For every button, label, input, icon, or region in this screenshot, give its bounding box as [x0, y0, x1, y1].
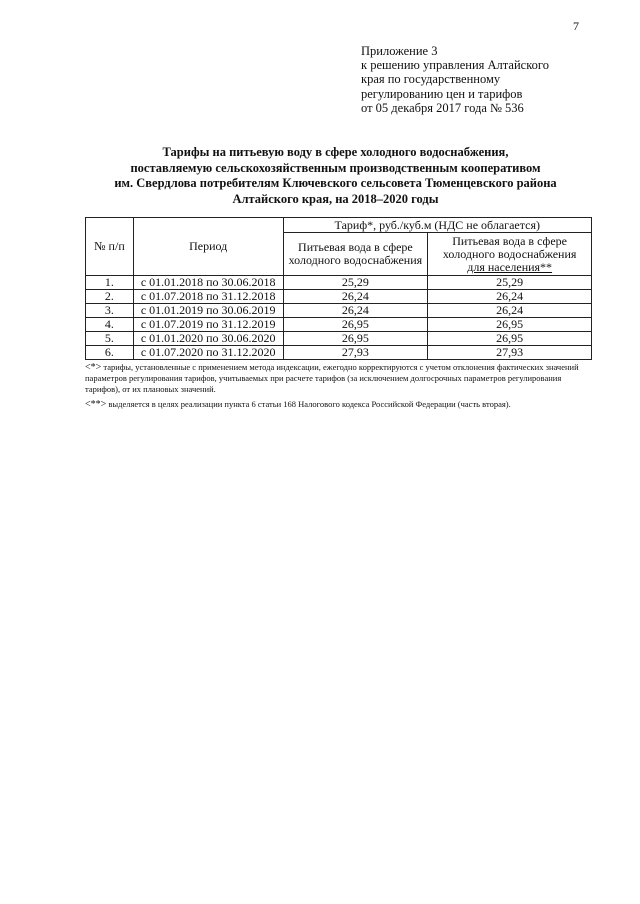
row-num: 6. — [86, 346, 134, 360]
row-num: 4. — [86, 318, 134, 332]
row-period: с 01.07.2018 по 31.12.2018 — [133, 290, 283, 304]
table-row — [86, 290, 592, 304]
appendix-header — [361, 44, 549, 115]
header-tariff: Тариф*, руб./куб.м (НДС не облагается) — [283, 218, 591, 233]
title-line: Алтайского края, на 2018–2020 годы — [232, 191, 439, 206]
row-tariff-b: 27,93 — [428, 346, 592, 360]
header-col-b-line2: холодного водоснабжения — [442, 246, 577, 261]
table-row — [86, 346, 592, 360]
footnote-1 — [85, 362, 592, 395]
title-line: Тарифы на питьевую воду в сфере холодного водоснабжения, — [162, 145, 509, 159]
table-row — [86, 332, 592, 346]
row-tariff-b: 26,24 — [428, 304, 592, 318]
appendix-line: Приложение 3 — [361, 44, 438, 58]
row-tariff-a: 25,29 — [283, 276, 428, 290]
row-num: 1. — [86, 276, 134, 290]
row-num: 3. — [86, 304, 134, 318]
row-num: 5. — [86, 332, 134, 346]
row-tariff-a: 26,95 — [283, 318, 428, 332]
row-tariff-a: 26,95 — [283, 332, 428, 346]
header-col-b-line1: Питьевая вода в сфере — [452, 233, 567, 248]
title-line: им. Свердлова потребителям Ключевского сельсовета Тюменцевского района — [114, 176, 557, 190]
header-period: Период — [133, 218, 283, 276]
row-tariff-b: 25,29 — [428, 276, 592, 290]
footnote-2-text: выделяется в целях реализации пункта 6 статьи 168 Налогового кодекса Российской Федерации (часть вторая). — [108, 399, 511, 409]
row-period: с 01.01.2020 по 30.06.2020 — [133, 332, 283, 346]
row-tariff-b: 26,95 — [428, 318, 592, 332]
row-period: с 01.01.2019 по 30.06.2019 — [133, 304, 283, 318]
table-row — [86, 276, 592, 290]
row-tariff-a: 27,93 — [283, 346, 428, 360]
appendix-line: края по государственному — [361, 72, 501, 87]
header-num: № п/п — [86, 218, 134, 276]
footnote-1-marker: <*> — [85, 362, 102, 373]
footnote-2 — [85, 399, 592, 410]
row-period: с 01.01.2018 по 30.06.2018 — [133, 276, 283, 290]
row-period: с 01.07.2019 по 31.12.2019 — [133, 318, 283, 332]
appendix-line: регулированию цен и тарифов — [361, 86, 523, 101]
appendix-line: к решению управления Алтайского — [361, 58, 549, 73]
footnote-2-marker: <**> — [85, 399, 107, 410]
row-tariff-b: 26,95 — [428, 332, 592, 346]
tariff-table — [85, 217, 592, 360]
footnotes — [85, 362, 592, 410]
document-title — [80, 145, 591, 207]
page-number: 7 — [573, 19, 579, 33]
header-col-b — [428, 233, 592, 276]
title-line: поставляемую сельскохозяйственным производственным кооперативом — [130, 160, 541, 175]
appendix-line: от 05 декабря 2017 года № 536 — [361, 100, 524, 115]
header-col-a: Питьевая вода в сфере холодного водоснабжения — [283, 233, 428, 276]
row-num: 2. — [86, 290, 134, 304]
row-tariff-a: 26,24 — [283, 290, 428, 304]
row-tariff-a: 26,24 — [283, 304, 428, 318]
row-tariff-b: 26,24 — [428, 290, 592, 304]
table-row — [86, 318, 592, 332]
table-row — [86, 304, 592, 318]
row-period: с 01.07.2020 по 31.12.2020 — [133, 346, 283, 360]
footnote-1-text: тарифы, установленные с применением метода индексации, ежегодно корректируются с учетом отклонения фактических значений параметров регулирования тарифов, учитываемых при расчете тарифов (за исключением долгосрочных параметров регулирования тарифов), от их плановых значений. — [85, 362, 579, 394]
header-col-b-line3: для населения** — [467, 259, 553, 274]
